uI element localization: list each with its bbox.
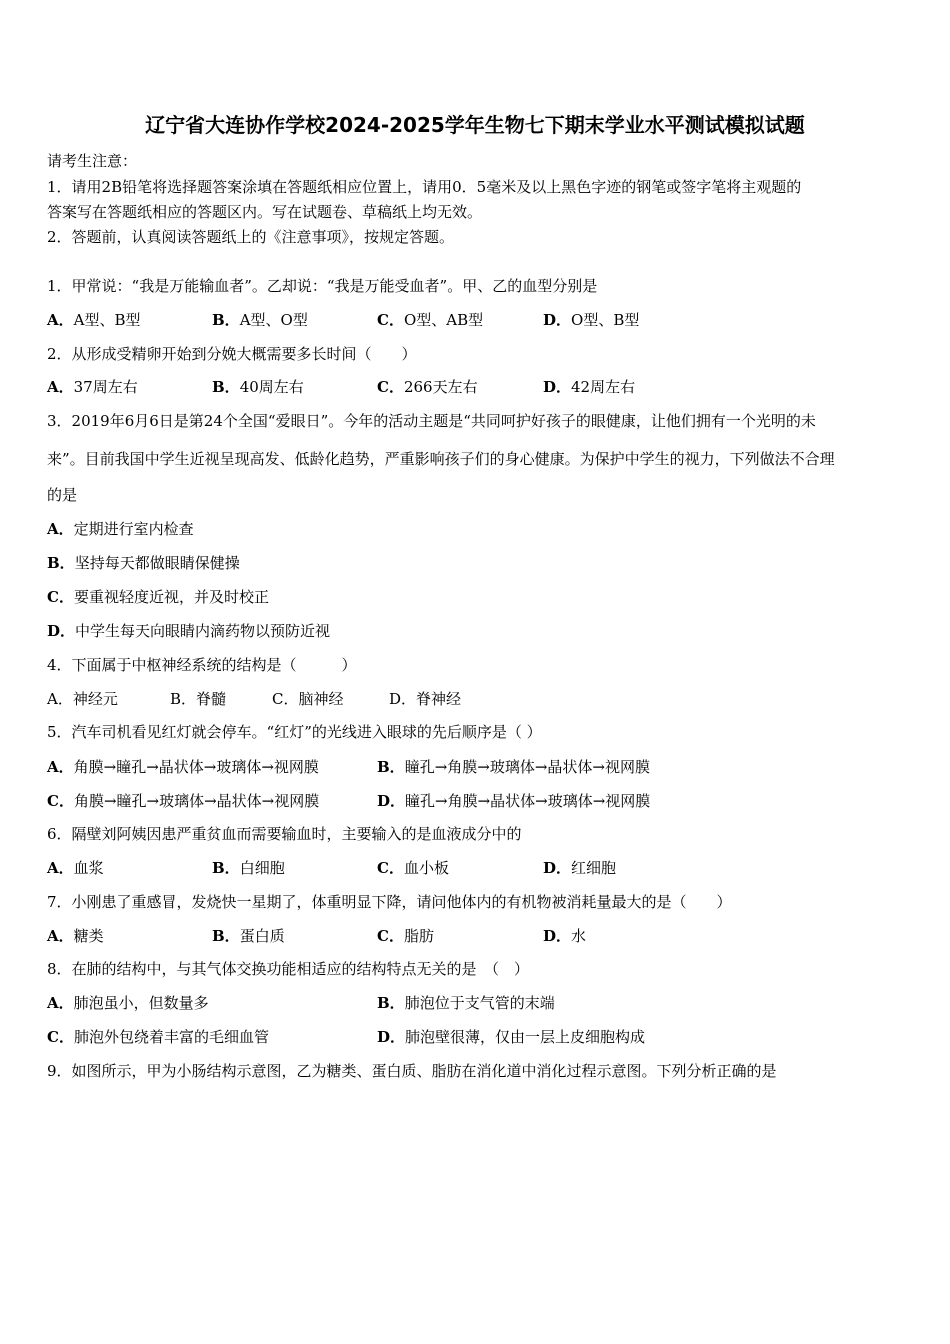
question-4 xyxy=(47,655,357,675)
question-number: 5． xyxy=(47,723,72,741)
option-5d: D．瞳孔→角膜→晶状体→玻璃体→视网膜 xyxy=(377,792,651,810)
option-3a: A．定期进行室内检查 xyxy=(47,520,194,538)
question-stem: 汽车司机看见红灯就会停车。“红灯”的光线进入眼球的先后顺序是（ ） xyxy=(71,723,542,741)
question-3 xyxy=(47,411,816,431)
notice-heading: 请考生注意： xyxy=(47,152,138,170)
question-stem-line-1: 2019年6月6日是第24个全国“爱眼日”。今年的活动主题是“共同呵护好孩子的眼健康，让他们拥有一个光明的未 xyxy=(71,412,816,430)
question-stem: 下面属于中枢神经系统的结构是（ ） xyxy=(71,656,357,674)
option-7a: A．糖类 xyxy=(47,927,104,945)
question-9 xyxy=(47,1061,777,1081)
option-5c: C．角膜→瞳孔→玻璃体→晶状体→视网膜 xyxy=(47,792,320,810)
question-stem: 甲常说：“我是万能输血者”。乙却说：“我是万能受血者”。甲、乙的血型分别是 xyxy=(71,277,598,295)
option-5b: B．瞳孔→角膜→玻璃体→晶状体→视网膜 xyxy=(377,758,650,776)
question-2 xyxy=(47,344,417,364)
notice-line-2: 答案写在答题纸相应的答题区内。写在试题卷、草稿纸上均无效。 xyxy=(47,203,483,221)
page-title: 辽宁省大连协作学校2024-2025学年生物七下期末学业水平测试模拟试题 xyxy=(145,113,805,137)
question-5 xyxy=(47,722,542,742)
question-number: 2． xyxy=(47,345,72,363)
question-number: 3． xyxy=(47,412,72,430)
question-number: 9． xyxy=(47,1062,72,1080)
notice-line-3: 2．答题前，认真阅读答题纸上的《注意事项》，按规定答题。 xyxy=(47,228,455,246)
option-1b: B．A型、O型 xyxy=(212,311,308,329)
option-4b: B．脊髓 xyxy=(170,690,227,708)
question-7 xyxy=(47,892,732,912)
notice-line-1: 1．请用2B铅笔将选择题答案涂填在答题纸相应位置上，请用0．5毫米及以上黑色字迹的钢笔或签字笔将主观题的 xyxy=(47,178,802,196)
question-number: 7． xyxy=(47,893,72,911)
question-number: 4． xyxy=(47,656,72,674)
option-3d: D．中学生每天向眼睛内滴药物以预防近视 xyxy=(47,622,331,640)
question-stem: 隔壁刘阿姨因患严重贫血而需要输血时，主要输入的是血液成分中的 xyxy=(71,825,522,843)
question-stem: 如图所示，甲为小肠结构示意图，乙为糖类、蛋白质、脂肪在消化道中消化过程示意图。下列分析正确的是 xyxy=(71,1062,777,1080)
question-stem: 小刚患了重感冒，发烧快一星期了，体重明显下降，请问他体内的有机物被消耗量最大的是（ ） xyxy=(71,893,732,911)
option-4d: D．脊神经 xyxy=(389,690,462,708)
question-6 xyxy=(47,824,522,844)
option-8b: B．肺泡位于支气管的末端 xyxy=(377,994,555,1012)
option-7c: C．脂肪 xyxy=(377,927,434,945)
question-3-line-2: 来”。目前我国中学生近视呈现高发、低龄化趋势，严重影响孩子们的身心健康。为保护中学生的视力，下列做法不合理 xyxy=(47,450,835,468)
question-stem: 从形成受精卵开始到分娩大概需要多长时间（ ） xyxy=(71,345,417,363)
option-7d: D．水 xyxy=(543,927,587,945)
option-4a: A．神经元 xyxy=(47,690,118,708)
option-8a: A．肺泡虽小，但数量多 xyxy=(47,994,209,1012)
option-6c: C．血小板 xyxy=(377,859,449,877)
option-7b: B．蛋白质 xyxy=(212,927,285,945)
option-6a: A．血浆 xyxy=(47,859,104,877)
option-1d: D．O型、B型 xyxy=(543,311,640,329)
question-stem: 在肺的结构中，与其气体交换功能相适应的结构特点无关的是 （ ） xyxy=(71,960,530,978)
question-number: 1． xyxy=(47,277,72,295)
option-2b: B．40周左右 xyxy=(212,378,304,396)
option-8c: C．肺泡外包绕着丰富的毛细血管 xyxy=(47,1028,269,1046)
question-1 xyxy=(47,276,597,296)
option-8d: D．肺泡壁很薄，仅由一层上皮细胞构成 xyxy=(377,1028,646,1046)
question-number: 6． xyxy=(47,825,72,843)
option-2c: C．266天左右 xyxy=(377,378,478,396)
option-6b: B．白细胞 xyxy=(212,859,285,877)
option-4c: C．脑神经 xyxy=(272,690,344,708)
option-2d: D．42周左右 xyxy=(543,378,636,396)
option-1a: A．A型、B型 xyxy=(47,311,141,329)
question-number: 8． xyxy=(47,960,72,978)
option-6d: D．红细胞 xyxy=(543,859,617,877)
option-5a: A．角膜→瞳孔→晶状体→玻璃体→视网膜 xyxy=(47,758,319,776)
question-8 xyxy=(47,959,529,979)
option-3b: B．坚持每天都做眼睛保健操 xyxy=(47,554,240,572)
question-3-line-3: 的是 xyxy=(47,486,78,504)
option-1c: C．O型、AB型 xyxy=(377,311,484,329)
option-2a: A．37周左右 xyxy=(47,378,138,396)
option-3c: C．要重视轻度近视，并及时校正 xyxy=(47,588,269,606)
